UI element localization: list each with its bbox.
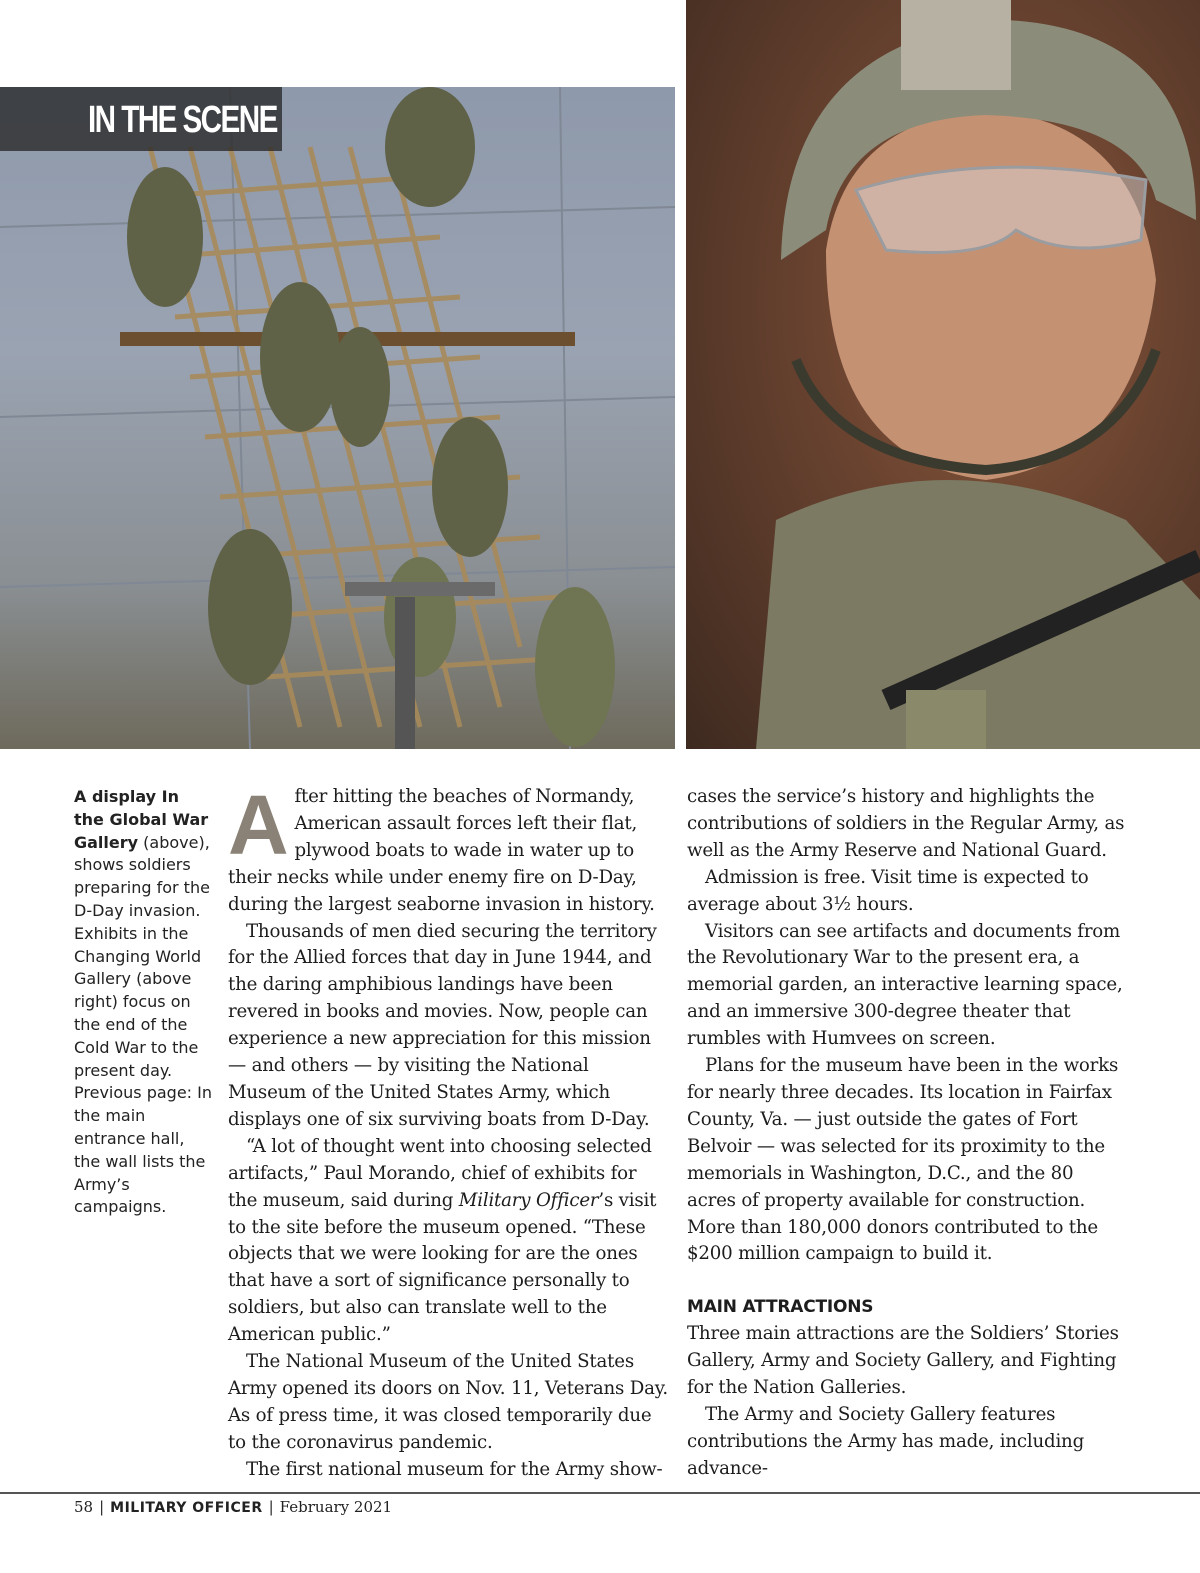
section-banner xyxy=(0,87,282,151)
article-paragraph xyxy=(228,778,668,919)
issue-date: February 2021 xyxy=(279,1498,393,1516)
soldier-portrait-photo xyxy=(686,0,1200,749)
caption-text: (above), shows soldiers preparing for the D-Day invasion. Exhibits in the Changing World Gallery (above right) focus on the end of the Cold War to the present day. Previous page: In the main entrance hall, the wall lists the Army’s campaigns. xyxy=(74,832,212,1217)
article-column-2 xyxy=(687,784,1127,1483)
article-text: “A lot of thought went into choosing selected artifacts,” Paul Morando, chief of exhibits for the museum, said during xyxy=(228,1135,652,1211)
cargo-net-illustration xyxy=(0,87,675,749)
article-paragraph: Thousands of men died securing the territory for the Allied forces that day in June 1944, and the daring amphibious landings have been revered in books and movies. Now, people can experience a new appreciation for this mission — and others — by visiting the National Museum of the United States Army, which displays one of six surviving boats from D-Day. xyxy=(228,920,657,1130)
article-paragraph: The National Museum of the United States Army opened its doors on Nov. 11, Veterans Day. As of press time, it was closed temporarily due to the coronavirus pandemic. xyxy=(228,1351,668,1453)
soldier-portrait-illustration xyxy=(686,0,1200,749)
publication-name: MILITARY OFFICER xyxy=(110,1500,263,1516)
article-paragraph-continued: The first national museum for the Army show- xyxy=(246,1458,663,1480)
article-paragraph: Visitors can see artifacts and documents from the Revolutionary War to the present era, a memorial garden, an interactive learning space, and an immersive 300-degree theater that rumbles with Humvees on screen. xyxy=(687,920,1123,1050)
caption-bold-lead: A display In the Global War Gallery xyxy=(74,787,209,852)
article-paragraph: Plans for the museum have been in the works for nearly three decades. Its location in Fairfax County, Va. — just outside the gates of Fort Belvoir — was selected for its proximity to the memorials in Washington, D.C., and the 80 acres of property available for construction. More than 180,000 donors contributed to the $200 million campaign to build it. xyxy=(687,1055,1119,1265)
drop-cap: A xyxy=(228,778,289,872)
article-paragraph xyxy=(228,1134,668,1349)
photo-caption xyxy=(74,786,214,1219)
article-paragraph: Three main attractions are the Soldiers’ Stories Gallery, Army and Society Gallery, and Fighting for the Nation Galleries. xyxy=(687,1323,1119,1399)
article-paragraph: Admission is free. Visit time is expected to average about 3½ hours. xyxy=(687,866,1089,915)
article-text: ’s visit to the site before the museum opened. “These objects that we were looking for are the ones that have a sort of significance personally to soldiers, but also can translate well to the American public.” xyxy=(228,1189,657,1346)
page-footer xyxy=(74,1498,392,1516)
page-number: 58 xyxy=(74,1498,94,1516)
article-column-1 xyxy=(228,778,668,1484)
footer-rule xyxy=(0,1492,1200,1494)
publication-title: Military Officer xyxy=(458,1189,599,1211)
footer-separator: | xyxy=(99,1498,105,1516)
footer-separator: | xyxy=(268,1498,274,1516)
article-paragraph: The Army and Society Gallery features contributions the Army has made, including advance- xyxy=(687,1403,1085,1479)
article-paragraph-continuation: cases the service’s history and highlights the contributions of soldiers in the Regular Army, as well as the Army Reserve and National Guard. xyxy=(687,786,1125,861)
dday-display-photo xyxy=(0,87,675,749)
section-subhead: MAIN ATTRACTIONS xyxy=(687,1297,874,1318)
section-banner-label: IN THE SCENE xyxy=(88,99,277,141)
article-text: fter hitting the beaches of Normandy, American assault forces left their flat, plywood boats to wade in water up to their necks while under enemy fire on D-Day, during the largest seaborne invasion in history. xyxy=(228,786,655,915)
